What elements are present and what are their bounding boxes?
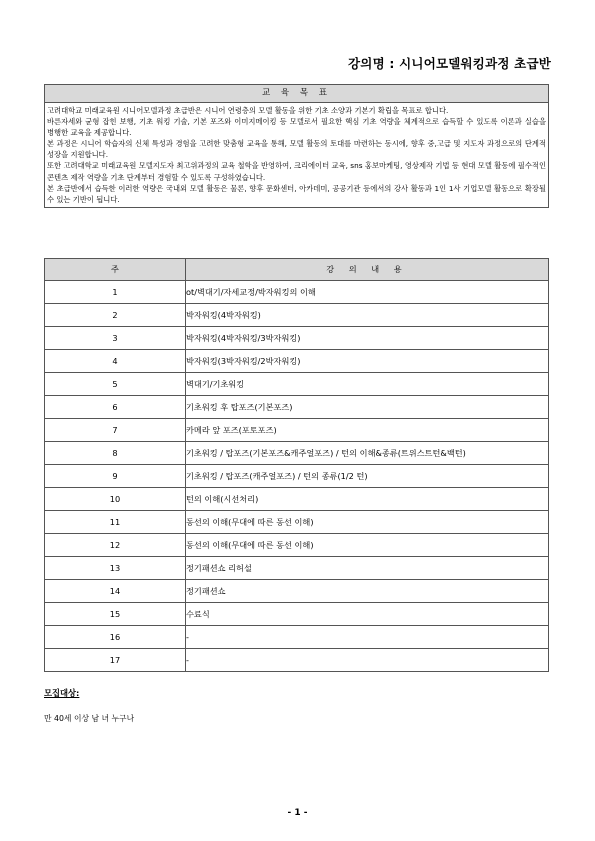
lecture-content: 박자워킹(4박자워킹) — [186, 304, 549, 327]
lecture-content: 정기패션쇼 리허설 — [186, 557, 549, 580]
lecture-content: 기초워킹 / 탑포즈(캐주얼포즈) / 턴의 종류(1/2 턴) — [186, 465, 549, 488]
table-row — [45, 304, 549, 327]
week-number: 6 — [45, 396, 186, 419]
week-number: 7 — [45, 419, 186, 442]
week-number: 13 — [45, 557, 186, 580]
table-row — [45, 649, 549, 672]
table-row — [45, 396, 549, 419]
schedule-table — [44, 258, 549, 672]
week-number: 15 — [45, 603, 186, 626]
week-number: 14 — [45, 580, 186, 603]
week-number: 1 — [45, 281, 186, 304]
lecture-content: 박자워킹(4박자워킹/3박자워킹) — [186, 327, 549, 350]
recruit-target-text: 만 40세 이상 남 녀 누구나 — [44, 714, 135, 723]
week-number: 17 — [45, 649, 186, 672]
education-goals-body — [45, 103, 548, 207]
goal-paragraph: 고려대학교 미래교육원 시니어모델과정 초급반은 시니어 연령층의 모델 활동을 위한 기초 소양과 기본기 확립을 목표로 합니다. — [47, 106, 449, 115]
recruit-label: 모집대상: — [44, 688, 80, 698]
week-number: 5 — [45, 373, 186, 396]
lecture-content: 턴의 이해(시선처리) — [186, 488, 549, 511]
table-row — [45, 488, 549, 511]
lecture-content: 카메라 앞 포즈(포토포즈) — [186, 419, 549, 442]
week-column-header: 주 — [45, 259, 186, 281]
lecture-content: 벽대기/기초워킹 — [186, 373, 549, 396]
goal-paragraph: 본 초급반에서 습득한 이러한 역량은 국내외 모델 활동은 물론, 향후 문화센터, 아카데미, 공공기관 등에서의 강사 활동과 1인 1사 기업모델 활동으로 확장될 수 있는 기반이 됩니다. — [47, 183, 546, 204]
lecture-content: 박자워킹(3박자워킹/2박자워킹) — [186, 350, 549, 373]
week-number: 4 — [45, 350, 186, 373]
page-number: - 1 - — [287, 808, 308, 818]
schedule-header-row — [45, 259, 549, 281]
table-row — [45, 465, 549, 488]
lecture-content: 정기패션쇼 — [186, 580, 549, 603]
lecture-content: - — [186, 626, 549, 649]
goal-paragraph: 본 과정은 시니어 학습자의 신체 특성과 경험을 고려한 맞춤형 교육을 통해, 모델 활동의 토대를 마련하는 동시에, 향후 중,고급 및 지도자 과정으로의 단계적 성장을 지원합니다. — [47, 139, 546, 160]
table-row — [45, 626, 549, 649]
lecture-content: 수료식 — [186, 603, 549, 626]
week-number: 9 — [45, 465, 186, 488]
week-number: 8 — [45, 442, 186, 465]
week-number: 16 — [45, 626, 186, 649]
page-title: 강의명 : 시니어모델워킹과정 초급반 — [348, 56, 551, 71]
goal-paragraph: 바른자세와 균형 잡힌 보행, 기초 워킹 기술, 기본 포즈와 이미지메이킹 등 모델로서 필요한 핵심 기초 역량을 체계적으로 습득할 수 있도록 이론과 실습을 병행한 교육을 제공합니다. — [47, 117, 546, 138]
table-row — [45, 580, 549, 603]
lecture-content: 기초워킹 / 탑포즈(기본포즈&캐주얼포즈) / 턴의 이해&종류(트위스트턴&백턴) — [186, 442, 549, 465]
table-row — [45, 281, 549, 304]
goal-paragraph: 또한 고려대학교 미래교육원 모델지도자 최고위과정의 교육 철학을 반영하여, 크리에이터 교육, sns 홍보마케팅, 영상제작 기법 등 현대 모델 활동에 필수적인 콘텐츠 제작 역량을 기초 단계부터 경험할 수 있도록 구성하였습니다. — [47, 161, 546, 182]
week-number: 11 — [45, 511, 186, 534]
lecture-content: 기초워킹 후 탑포즈(기본포즈) — [186, 396, 549, 419]
table-row — [45, 373, 549, 396]
lecture-content: 동선의 이해(무대에 따른 동선 이해) — [186, 534, 549, 557]
week-number: 3 — [45, 327, 186, 350]
week-number: 10 — [45, 488, 186, 511]
table-row — [45, 327, 549, 350]
table-row — [45, 442, 549, 465]
table-row — [45, 557, 549, 580]
week-number: 12 — [45, 534, 186, 557]
lecture-content: ot/벽대기/자세교정/박자워킹의 이해 — [186, 281, 549, 304]
week-number: 2 — [45, 304, 186, 327]
table-row — [45, 419, 549, 442]
table-row — [45, 534, 549, 557]
content-column-header: 강 의 내 용 — [186, 259, 549, 281]
lecture-content: - — [186, 649, 549, 672]
table-row — [45, 511, 549, 534]
table-row — [45, 603, 549, 626]
lecture-content: 동선의 이해(무대에 따른 동선 이해) — [186, 511, 549, 534]
table-row — [45, 350, 549, 373]
education-goals-box — [44, 84, 549, 208]
education-goals-header: 교 육 목 표 — [45, 85, 548, 103]
